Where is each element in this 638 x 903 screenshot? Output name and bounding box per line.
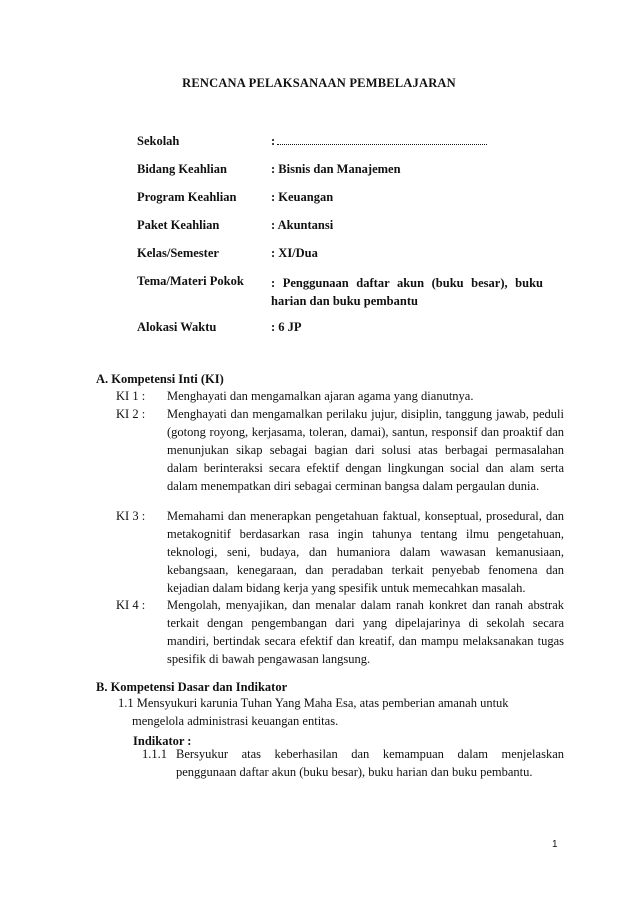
identity-value: : 6 JP	[271, 320, 302, 334]
identity-value: : Bisnis dan Manajemen	[271, 162, 401, 176]
ki-text: Menghayati dan mengamalkan ajaran agama yang dianutnya.	[167, 389, 474, 403]
ki-item	[116, 596, 564, 668]
ki-text: Memahami dan menerapkan pengetahuan faktual, konseptual, prosedural, dan metakognitif berdasarkan rasa ingin tahunya tentang ilmu pengetahuan, teknologi, seni, budaya, dan humaniora dalam wawasan kemanusiaan, kebangsaan, kenegaraan, dan peradaban terkait penyebab fenomena dan kejadian dalam bidang kerja yang spesifik untuk memecahkan masalah.	[167, 509, 564, 595]
identity-value: : Akuntansi	[271, 218, 334, 232]
identity-label: Program Keahlian	[137, 190, 237, 204]
identity-label: Tema/Materi Pokok	[137, 274, 244, 288]
dotted-blank-line	[277, 135, 487, 145]
page-number: 1	[552, 839, 558, 850]
document-title: RENCANA PELAKSANAAN PEMBELAJARAN	[182, 76, 456, 90]
section-b-heading: B. Kompetensi Dasar dan Indikator	[96, 680, 288, 694]
identity-value: :	[271, 134, 543, 149]
ki-code: KI 4 :	[116, 598, 146, 612]
identity-row-program	[137, 190, 557, 218]
indikator-item	[142, 745, 564, 781]
kd-text-line1: 1.1 Mensyukuri karunia Tuhan Yang Maha Esa, atas pemberian amanah untuk	[118, 696, 509, 710]
ki-item	[116, 405, 564, 495]
indikator-heading: Indikator :	[133, 734, 192, 748]
identity-label: Alokasi Waktu	[137, 320, 217, 334]
identity-label: Kelas/Semester	[137, 246, 219, 260]
identity-label: Paket Keahlian	[137, 218, 220, 232]
identity-label: Sekolah	[137, 134, 180, 148]
ki-code: KI 1 :	[116, 389, 146, 403]
identity-row-tema	[137, 274, 557, 320]
ki-item	[116, 387, 564, 405]
identity-row-bidang	[137, 162, 557, 190]
identity-block	[137, 134, 557, 348]
identity-value: : XI/Dua	[271, 246, 318, 260]
identity-row-alokasi	[137, 320, 557, 348]
identity-row-sekolah	[137, 134, 557, 162]
kd-item	[118, 694, 564, 730]
indikator-code: 1.1.1	[142, 747, 167, 761]
identity-label: Bidang Keahlian	[137, 162, 227, 176]
ki-item	[116, 507, 564, 597]
ki-text: Mengolah, menyajikan, dan menalar dalam ranah konkret dan ranah abstrak terkait dengan pengembangan dari yang dipelajarinya di sekolah secara mandiri, bertindak secara efektif dan kreatif, dan mampu melaksanakan tugas spesifik di bawah pengawasan langsung.	[167, 598, 564, 666]
identity-value: : Keuangan	[271, 190, 334, 204]
indikator-text: Bersyukur atas keberhasilan dan kemampuan dalam menjelaskan penggunaan daftar akun (buku besar), buku harian dan buku pembantu.	[176, 747, 564, 779]
ki-code: KI 3 :	[116, 509, 146, 523]
section-a-heading: A. Kompetensi Inti (KI)	[96, 372, 224, 386]
identity-row-paket	[137, 218, 557, 246]
ki-code: KI 2 :	[116, 407, 146, 421]
identity-value: : Penggunaan daftar akun (buku besar), buku harian dan buku pembantu	[271, 276, 543, 308]
identity-row-kelas	[137, 246, 557, 274]
ki-text: Menghayati dan mengamalkan perilaku jujur, disiplin, tanggung jawab, peduli (gotong royong, kerjasama, toleran, damai), santun, responsif dan proaktif dan menunjukan sikap sebagai bagian dari solusi atas berbagai permasalahan dalam berinteraksi secara efektif dengan lingkungan social dan alam serta dalam menempatkan diri sebagai cerminan bangsa dalam pergaulan dunia.	[167, 407, 564, 493]
kd-text-line2: mengelola administrasi keuangan entitas.	[132, 714, 339, 728]
